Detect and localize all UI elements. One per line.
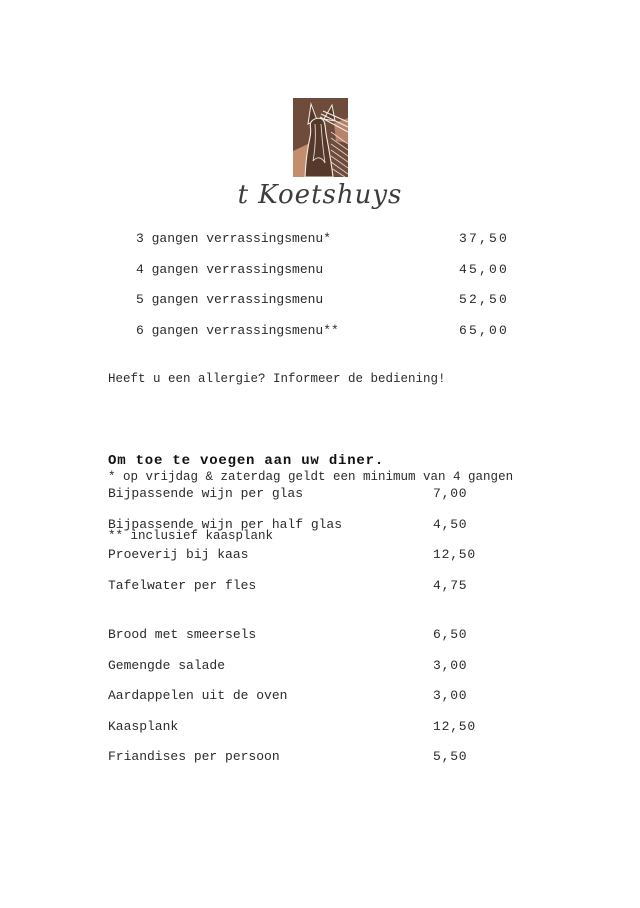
menu-item-row xyxy=(0,486,640,517)
extras-group2-list xyxy=(0,627,640,780)
menu-item-name: 6 gangen verrassingsmenu** xyxy=(136,322,339,338)
horse-head-logo-icon xyxy=(293,98,348,177)
menu-item-row xyxy=(0,517,640,548)
menu-item-name: Brood met smeersels xyxy=(108,627,257,642)
menu-item-price: 3,00 xyxy=(433,657,468,673)
menu-item-price: 45,00 xyxy=(459,261,510,277)
allergy-note: Heeft u een allergie? Informeer de bediening! xyxy=(108,372,446,386)
menu-item-row xyxy=(0,627,640,658)
menu-item-price: 52,50 xyxy=(459,292,510,308)
menu-item-price: 12,50 xyxy=(433,547,477,563)
menu-item-row xyxy=(0,688,640,719)
menu-item-name: 4 gangen verrassingsmenu xyxy=(136,261,324,277)
menu-item-name: 5 gangen verrassingsmenu xyxy=(136,292,324,308)
course-menu-list xyxy=(0,231,640,353)
menu-item-price: 5,50 xyxy=(433,749,468,765)
menu-item-price: 7,00 xyxy=(433,486,468,501)
menu-item-row xyxy=(0,292,640,323)
menu-item-name: Bijpassende wijn per half glas xyxy=(108,516,343,532)
menu-item-row xyxy=(0,719,640,750)
menu-item-row xyxy=(0,658,640,689)
menu-item-row xyxy=(0,547,640,578)
menu-item-price: 3,00 xyxy=(433,688,468,704)
menu-item-name: Proeverij bij kaas xyxy=(108,547,249,563)
menu-item-price: 37,50 xyxy=(459,231,510,246)
menu-item-price: 6,50 xyxy=(433,627,468,642)
brand-script-title: t Koetshuys xyxy=(237,180,403,210)
menu-item-name: Bijpassende wijn per glas xyxy=(108,486,304,501)
menu-item-name: Aardappelen uit de oven xyxy=(108,688,288,704)
extras-heading: Om toe te voegen aan uw diner. xyxy=(108,453,385,469)
menu-item-price: 65,00 xyxy=(459,322,510,338)
logo-container xyxy=(0,98,640,177)
menu-item-row xyxy=(0,749,640,780)
menu-item-price: 4,75 xyxy=(433,577,468,593)
footnote-line: ** inclusief kaasplank xyxy=(108,528,274,543)
menu-item-row xyxy=(0,262,640,293)
menu-item-name: Friandises per persoon xyxy=(108,749,280,765)
menu-item-row xyxy=(0,231,640,262)
extras-group1-list xyxy=(0,486,640,608)
menu-item-name: Tafelwater per fles xyxy=(108,577,257,593)
menu-item-name: Kaasplank xyxy=(108,718,179,734)
menu-item-row xyxy=(0,578,640,609)
menu-item-row xyxy=(0,323,640,354)
menu-item-name: Gemengde salade xyxy=(108,657,226,673)
menu-item-price: 4,50 xyxy=(433,516,468,532)
footnote-line: * op vrijdag & zaterdag geldt een minimum van 4 gangen xyxy=(108,470,514,485)
menu-item-name: 3 gangen verrassingsmenu* xyxy=(136,231,332,246)
menu-item-price: 12,50 xyxy=(433,718,477,734)
